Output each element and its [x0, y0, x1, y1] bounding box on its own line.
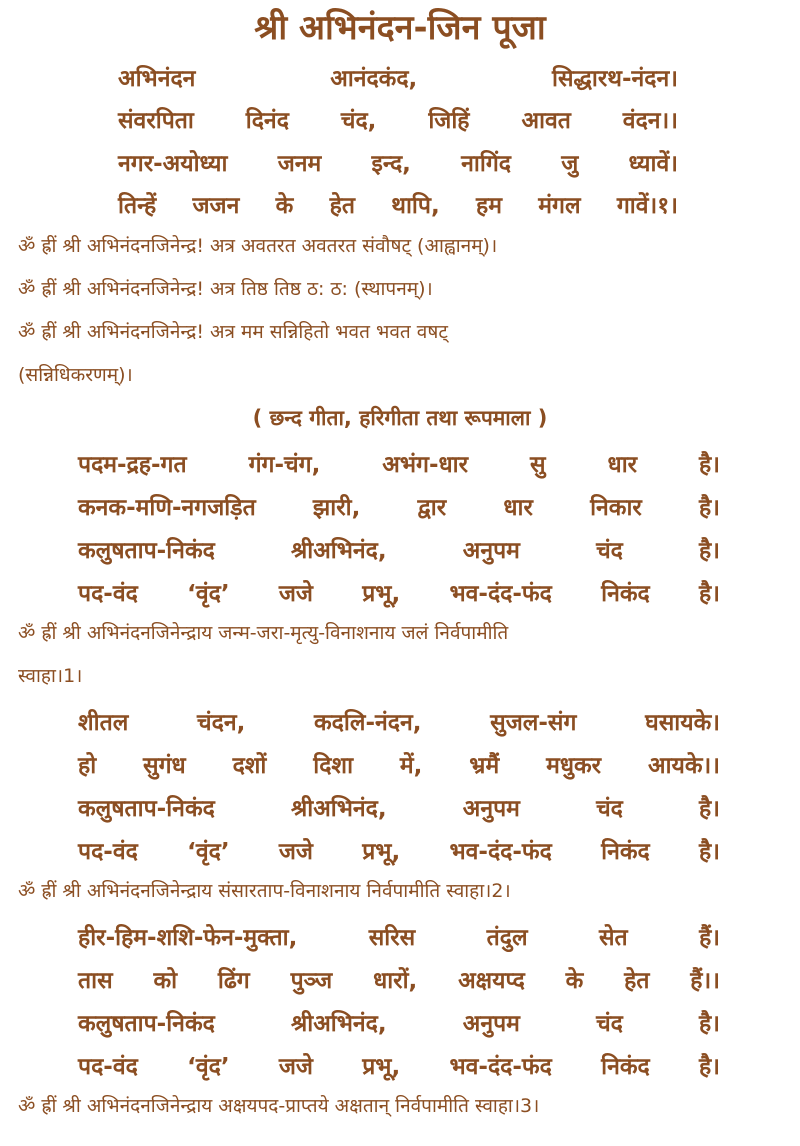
verse-word: चंद: [596, 538, 623, 564]
verse-word: जिहिं: [428, 108, 470, 134]
verse-word: द्वार: [417, 495, 447, 521]
verse-word: पुञ्ज: [290, 968, 333, 994]
verse-word: भव-दंद-फंद: [449, 839, 552, 865]
verse-word: दिशा: [313, 753, 354, 779]
verse-word: भ्रमैं: [469, 753, 500, 779]
sthapana-line-1: [118, 61, 678, 93]
verse-word: कलुषताप-निकंद: [78, 796, 215, 822]
sthapana-line-3: [118, 146, 678, 178]
stanza3-line-2: [78, 963, 720, 995]
verse-word: ध्यावें।: [628, 151, 678, 177]
verse-word: जु: [561, 151, 579, 177]
mantra-sannidhikaranam-cont: (सन्निधिकरणम्)।: [18, 364, 133, 386]
verse-word: है।: [699, 452, 720, 478]
verse-word: हैं।।: [690, 968, 720, 994]
verse-word: अभंग-धार: [382, 452, 469, 478]
sthapana-line-2: [118, 103, 678, 135]
stanza1-line-3: [78, 533, 720, 565]
verse-word: है।: [699, 538, 720, 564]
mantra-chandan: ॐ ह्रीं श्री अभिनंदनजिनेन्द्राय संसारताप-विनाशनाय निर्वपामीति स्वाहा।2।: [18, 880, 511, 902]
verse-word: हो: [78, 753, 97, 779]
verse-word: पद-वंद: [78, 839, 138, 865]
verse-word: तिन्हें: [118, 193, 157, 219]
stanza1-line-1: [78, 447, 720, 479]
verse-word: जजे: [278, 581, 313, 607]
verse-word: अनुपम: [462, 796, 520, 822]
verse-word: हेत: [329, 193, 355, 219]
verse-word: हेत: [624, 968, 650, 994]
verse-word: सुगंध: [143, 753, 186, 779]
verse-word: नागिंद: [461, 151, 511, 177]
verse-word: चंदन,: [197, 710, 246, 736]
verse-word: जनम: [277, 151, 322, 177]
verse-word: भव-दंद-फंद: [449, 1054, 552, 1080]
verse-word: धारों,: [373, 968, 418, 994]
verse-word: धार: [503, 495, 533, 521]
mantra-sthapanam: ॐ ह्रीं श्री अभिनंदनजिनेन्द्र! अत्र तिष्ठ तिष्ठ ठ: ठ: (स्थापनम्)।: [18, 278, 433, 300]
verse-word: है।: [699, 1011, 720, 1037]
verse-word: तंदुल: [486, 925, 528, 951]
verse-word: है।: [698, 581, 720, 607]
verse-word: प्रभू,: [362, 1054, 401, 1080]
stanza3-line-3: [78, 1006, 720, 1038]
verse-word: आनंदकंद,: [330, 66, 418, 92]
verse-word: भव-दंद-फंद: [449, 581, 552, 607]
stanza1-line-4: [78, 576, 720, 608]
verse-word: कदलि-नंदन,: [314, 710, 422, 736]
verse-word: पद-वंद: [78, 1054, 138, 1080]
verse-word: हम: [475, 193, 502, 219]
verse-word: दशों: [232, 753, 267, 779]
verse-word: सिद्धारथ-नंदन।: [552, 66, 678, 92]
stanza2-line-2: [78, 748, 720, 780]
verse-word: शीतल: [78, 710, 129, 736]
verse-word: अनुपम: [462, 538, 520, 564]
verse-word: पदम-द्रह-गत: [78, 452, 187, 478]
verse-word: चंद,: [340, 108, 377, 134]
verse-word: है।: [699, 495, 720, 521]
verse-word: चंद: [596, 796, 623, 822]
verse-word: मंगल: [538, 193, 581, 219]
mantra-akshat: ॐ ह्रीं श्री अभिनंदनजिनेन्द्राय अक्षयपद-प्राप्तये अक्षतान् निर्वपामीति स्वाहा।3।: [18, 1095, 540, 1117]
verse-word: श्रीअभिनंद,: [290, 538, 387, 564]
verse-word: ढिंग: [217, 968, 250, 994]
verse-word: के: [565, 968, 584, 994]
verse-word: को: [153, 968, 178, 994]
verse-word: आवत: [521, 108, 571, 134]
stanza2-line-3: [78, 791, 720, 823]
mantra-sannidhikaranam: ॐ ह्रीं श्री अभिनंदनजिनेन्द्र! अत्र मम सन्निहितो भवत भवत वषट्: [18, 321, 448, 343]
verse-word: श्रीअभिनंद,: [290, 796, 387, 822]
verse-word: झारी,: [312, 495, 361, 521]
verse-word: कनक-मणि-नगजड़ित: [78, 495, 256, 521]
mantra-aahvanan: ॐ ह्रीं श्री अभिनंदनजिनेन्द्र! अत्र अवतरत अवतरत संवौषट् (आह्वानम्)।: [18, 235, 498, 257]
verse-word: धार: [607, 452, 638, 478]
verse-word: नगर-अयोध्या: [118, 151, 228, 177]
verse-word: तास: [78, 968, 113, 994]
verse-word: मधुकर: [546, 753, 602, 779]
verse-word: है।: [699, 796, 720, 822]
page-title: श्री अभिनंदन-जिन पूजा: [254, 8, 546, 48]
stanza3-line-4: [78, 1049, 720, 1081]
verse-word: निकंद: [601, 581, 650, 607]
verse-word: घसायके।: [645, 710, 720, 736]
mantra-jal: ॐ ह्रीं श्री अभिनंदनजिनेन्द्राय जन्म-जरा-मृत्यु-विनाशनाय जलं निर्वपामीति: [18, 622, 509, 644]
verse-word: संवरपिता: [118, 108, 194, 134]
verse-word: सु: [530, 452, 546, 478]
verse-word: निकंद: [601, 839, 650, 865]
verse-word: दिनंद: [245, 108, 289, 134]
stanza3-line-1: [78, 920, 720, 952]
verse-word: है।: [698, 1054, 720, 1080]
stanza2-line-4: [78, 834, 720, 866]
verse-word: जजे: [278, 1054, 313, 1080]
verse-word: में,: [399, 753, 423, 779]
verse-word: अक्षयप्द: [458, 968, 525, 994]
verse-word: प्रभू,: [362, 581, 401, 607]
verse-word: कलुषताप-निकंद: [78, 538, 215, 564]
verse-word: प्रभू,: [362, 839, 401, 865]
verse-word: आयके।।: [647, 753, 720, 779]
verse-word: जजे: [278, 839, 313, 865]
verse-word: गंग-चंग,: [248, 452, 321, 478]
verse-word: ‘वृंद’: [187, 1054, 230, 1080]
verse-word: निकंद: [601, 1054, 650, 1080]
verse-word: सेत: [598, 925, 628, 951]
verse-word: थापि,: [391, 193, 440, 219]
verse-word: ‘वृंद’: [187, 581, 230, 607]
verse-word: अनुपम: [462, 1011, 520, 1037]
verse-word: कलुषताप-निकंद: [78, 1011, 215, 1037]
chhand-heading: ( छन्द गीता, हरिगीता तथा रूपमाला ): [252, 406, 548, 430]
verse-word: हीर-हिम-शशि-फेन-मुक्ता,: [78, 925, 298, 951]
verse-word: के: [275, 193, 294, 219]
verse-word: चंद: [596, 1011, 623, 1037]
verse-word: जजन: [192, 193, 240, 219]
verse-word: पद-वंद: [78, 581, 138, 607]
mantra-jal-cont: स्वाहा।1।: [18, 665, 83, 687]
verse-word: वंदन।।: [622, 108, 678, 134]
sthapana-line-4: [118, 188, 678, 220]
verse-word: हैं।: [699, 925, 720, 951]
verse-word: इन्द,: [371, 151, 411, 177]
verse-word: सुजल-संग: [490, 710, 577, 736]
stanza2-line-1: [78, 705, 720, 737]
verse-word: है।: [698, 839, 720, 865]
verse-word: सरिस: [368, 925, 416, 951]
verse-word: श्रीअभिनंद,: [290, 1011, 387, 1037]
verse-word: निकार: [590, 495, 642, 521]
stanza1-line-2: [78, 490, 720, 522]
verse-word: गावें।१।: [616, 193, 678, 219]
verse-word: ‘वृंद’: [187, 839, 230, 865]
verse-word: अभिनंदन: [118, 66, 196, 92]
